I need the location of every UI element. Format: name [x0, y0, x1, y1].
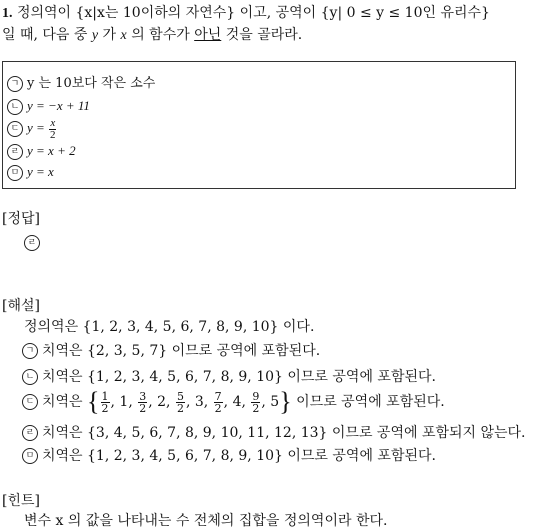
- problem-line-1: [2, 4, 490, 23]
- explanation-line-3-text: 치역은: [42, 394, 83, 410]
- explanation-heading: [해설]: [2, 298, 40, 314]
- choice-3-text: y =: [27, 120, 49, 135]
- explanation-line-3: [22, 386, 445, 418]
- choice-5: [7, 163, 54, 181]
- choice-5-text: y = x: [27, 164, 54, 179]
- problem-line-2: [2, 26, 302, 45]
- fraction-numerator: 9: [252, 389, 260, 403]
- circled-mark-icon: ㄹ: [22, 425, 38, 441]
- fraction-numerator: x: [50, 116, 56, 129]
- choice-2-text: y = −x + 11: [27, 98, 90, 113]
- var-x: x: [120, 28, 127, 43]
- explanation-line-3-post: 이므로 공역에 포함된다.: [296, 394, 445, 410]
- problem-text-2a: 일 때, 다음 중: [2, 27, 92, 43]
- circled-mark-icon: ㄴ: [7, 99, 23, 115]
- choice-4-text: y = x + 2: [27, 143, 76, 158]
- separator: , 3,: [185, 394, 213, 410]
- explanation-line-0: 정의역은 {1, 2, 3, 4, 5, 6, 7, 8, 9, 10} 이다.: [24, 319, 315, 335]
- answer-heading: [정답]: [2, 211, 40, 227]
- fraction-denominator: 2: [139, 401, 147, 415]
- circled-mark-icon: ㄱ: [7, 76, 23, 92]
- fraction-numerator: 5: [176, 389, 184, 403]
- explanation-line-4: [22, 424, 526, 442]
- circled-mark-icon: ㄱ: [22, 343, 38, 359]
- hint-heading: [힌트]: [2, 493, 40, 509]
- separator: , 1,: [110, 394, 138, 410]
- problem-text-2c: 의 함수가: [126, 27, 195, 43]
- fraction: [251, 391, 260, 414]
- circled-mark-icon: ㅁ: [22, 448, 38, 464]
- circled-mark-icon: ㄴ: [22, 369, 38, 385]
- explanation-line-1: [22, 342, 320, 360]
- problem-text-1: 정의역이 {x|x는 10이하의 자연수} 이고, 공역이 {y| 0 ≤ y ≤ 10인 유리수}: [16, 5, 490, 21]
- choice-4: [7, 142, 76, 160]
- problem-number: 1.: [2, 6, 13, 21]
- explanation-line-2-text: 치역은 {1, 2, 3, 4, 5, 6, 7, 8, 9, 10} 이므로 공역에 포함된다.: [42, 369, 436, 385]
- explanation-line-5: [22, 447, 436, 465]
- separator: , 5: [261, 394, 280, 410]
- separator: , 2,: [148, 394, 175, 410]
- fraction: [101, 391, 110, 414]
- fraction-denominator: 2: [176, 401, 184, 415]
- var-y: y: [91, 28, 99, 43]
- fraction-numerator: 7: [214, 389, 222, 403]
- underlined-word: 아닌: [194, 27, 222, 43]
- choice-3: [7, 114, 58, 142]
- hint-text: 변수 x 의 값을 나타내는 수 전체의 집합을 정의역이라 한다.: [24, 513, 388, 529]
- explanation-line-4-text: 치역은 {3, 4, 5, 6, 7, 8, 9, 10, 11, 12, 13} 이므로 공역에 포함되지 않는다.: [42, 425, 526, 441]
- separator: , 4,: [223, 394, 251, 410]
- circled-mark-icon: ㄷ: [7, 121, 23, 137]
- fraction: [214, 391, 223, 414]
- problem-text-2d: 것을 골라라.: [221, 27, 303, 43]
- left-brace: {: [87, 387, 100, 416]
- right-brace: }: [279, 387, 292, 416]
- explanation-line-1-text: 치역은 {2, 3, 5, 7} 이므로 공역에 포함된다.: [42, 343, 321, 359]
- fraction-denominator: 2: [101, 401, 109, 415]
- problem-text-2b: 가: [98, 27, 121, 43]
- fraction-denominator: 2: [214, 401, 222, 415]
- choice-2: [7, 97, 90, 115]
- circled-mark-icon: ㅁ: [7, 165, 23, 181]
- fraction-denominator: 2: [50, 128, 56, 141]
- fraction: [138, 391, 147, 414]
- explanation-line-5-text: 치역은 {1, 2, 3, 4, 5, 6, 7, 8, 9, 10} 이므로 공역에 포함된다.: [42, 448, 436, 464]
- choice-1: [7, 75, 155, 93]
- circled-mark-icon: ㄹ: [24, 235, 40, 251]
- choice-1-text: y 는 10보다 작은 소수: [27, 76, 156, 91]
- answer-value: [24, 234, 44, 252]
- fraction: [49, 118, 57, 141]
- circled-mark-icon: ㄹ: [7, 144, 23, 160]
- circled-mark-icon: ㄷ: [22, 394, 38, 410]
- fraction-numerator: 3: [139, 389, 147, 403]
- fraction: [176, 391, 185, 414]
- fraction-denominator: 2: [252, 401, 260, 415]
- fraction-numerator: 1: [101, 389, 109, 403]
- explanation-line-2: [22, 368, 436, 386]
